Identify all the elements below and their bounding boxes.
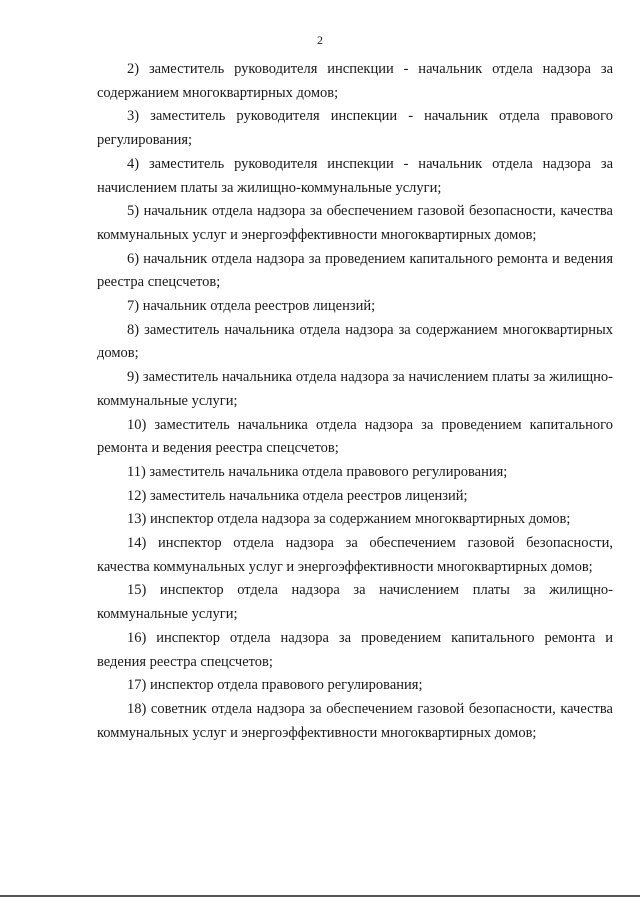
scan-edge-line — [0, 895, 640, 897]
list-item: 8) заместитель начальника отдела надзора за содержанием многоквартирных домов; — [97, 321, 613, 362]
list-item: 18) советник отдела надзора за обеспечением газовой безопасности, качества коммунальных услуг и энергоэффективности многоквартирных домов; — [97, 700, 613, 741]
document-body — [97, 58, 613, 745]
list-item: 16) инспектор отдела надзора за проведением капитального ремонта и ведения реестра спецсчетов; — [97, 629, 613, 670]
list-item: 14) инспектор отдела надзора за обеспечением газовой безопасности, качества коммунальных услуг и энергоэффективности многоквартирных домов; — [97, 535, 613, 575]
list-item: 5) начальник отдела надзора за обеспечением газовой безопасности, качества коммунальных услуг и энергоэффективности многоквартирных домов; — [97, 203, 613, 243]
list-item: 11) заместитель начальника отдела правового регулирования; — [127, 463, 508, 480]
list-item: 2) заместитель руководителя инспекции - начальник отдела надзора за содержанием многоквартирных домов; — [97, 61, 613, 101]
list-item: 12) заместитель начальника отдела реестров лицензий; — [127, 487, 468, 504]
list-item: 17) инспектор отдела правового регулирования; — [127, 677, 423, 694]
list-item: 6) начальник отдела надзора за проведением капитального ремонта и ведения реестра спецсчетов; — [97, 250, 613, 291]
list-item: 4) заместитель руководителя инспекции - начальник отдела надзора за начислением платы за жилищно-коммунальные услуги; — [97, 155, 613, 196]
list-item: 15) инспектор отдела надзора за начислением платы за жилищно-коммунальные услуги; — [97, 582, 613, 623]
list-item: 3) заместитель руководителя инспекции - начальник отдела правового регулирования; — [97, 108, 613, 149]
list-item: 13) инспектор отдела надзора за содержанием многоквартирных домов; — [127, 511, 571, 528]
page-number: 2 — [317, 33, 323, 47]
list-item: 9) заместитель начальника отдела надзора за начислением платы за жилищно-коммунальные услуги; — [97, 369, 613, 409]
list-item: 7) начальник отдела реестров лицензий; — [127, 298, 376, 315]
list-item: 10) заместитель начальника отдела надзора за проведением капитального ремонта и ведения реестра спецсчетов; — [97, 416, 613, 457]
